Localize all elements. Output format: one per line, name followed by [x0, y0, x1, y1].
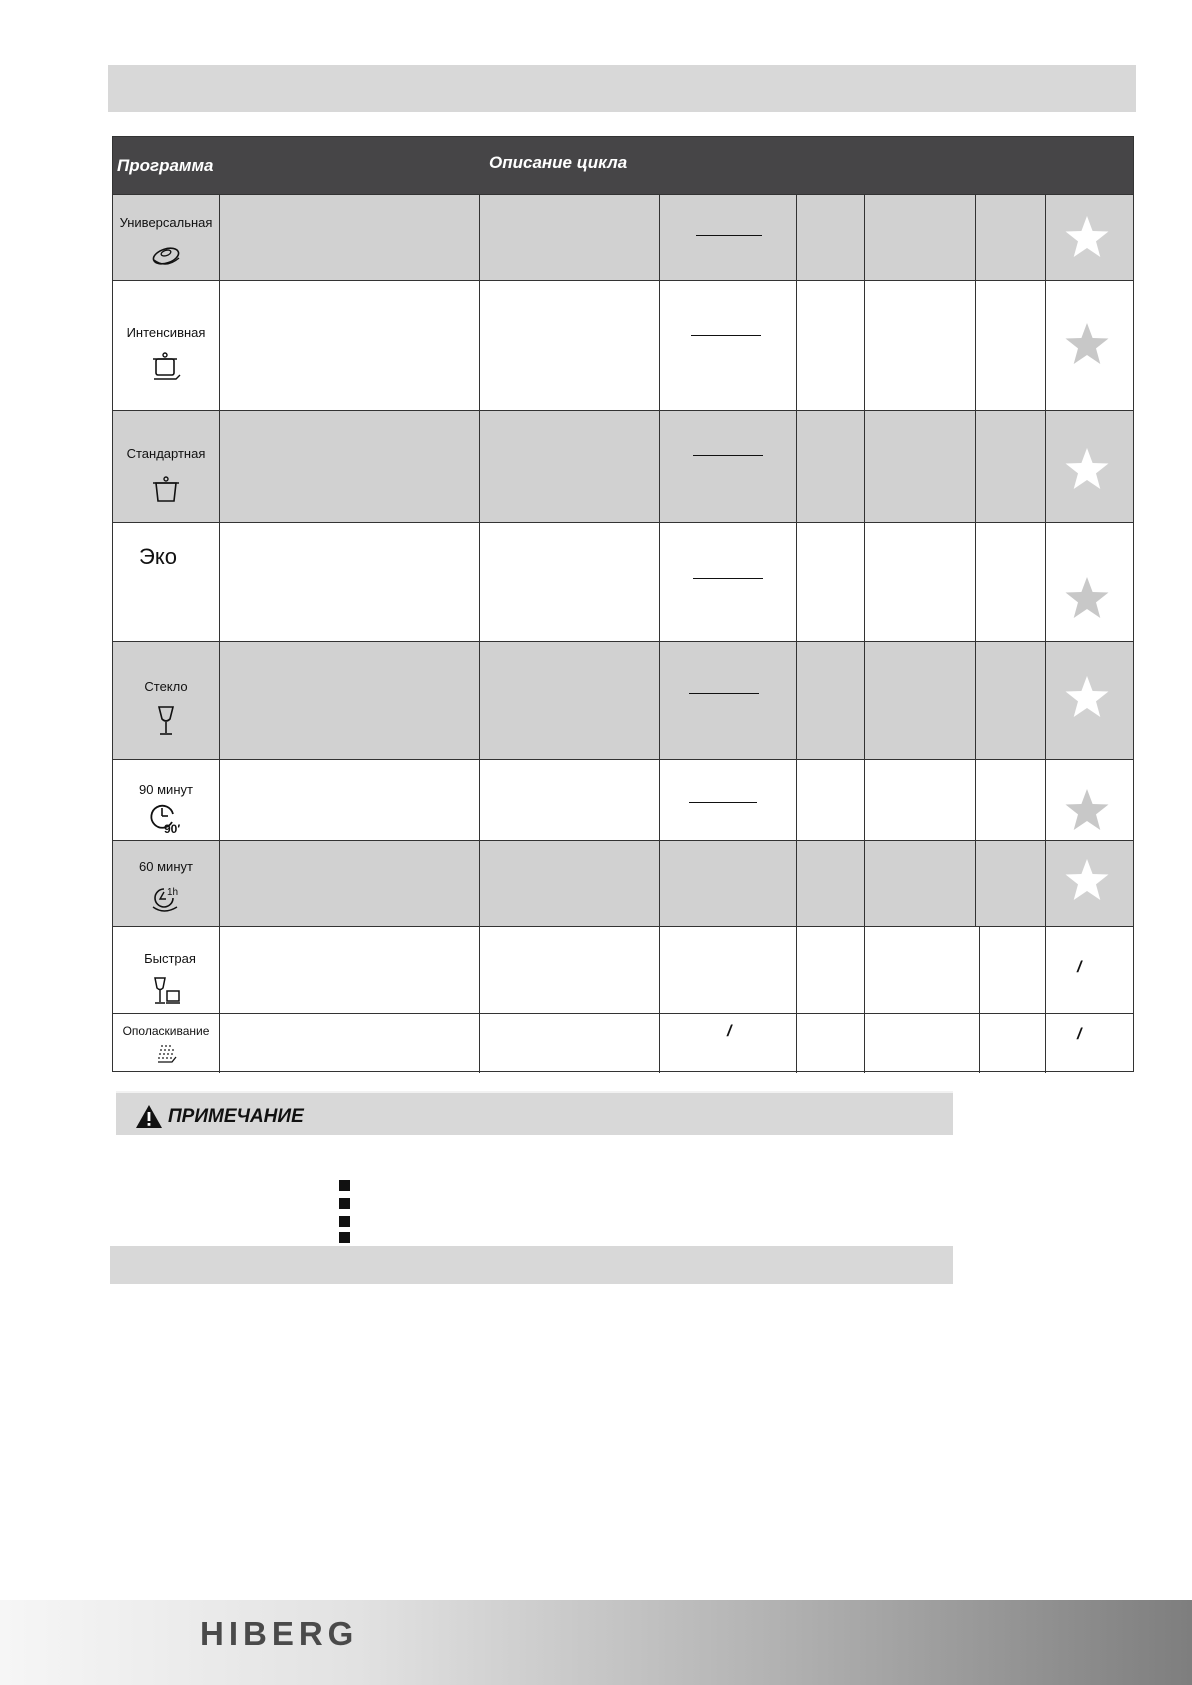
dash-mark [696, 235, 762, 236]
glass-and-cup-icon [146, 975, 186, 1009]
program-name-60min: 60 минут [139, 859, 193, 874]
clock-1h-icon [146, 883, 186, 917]
dash-mark [689, 802, 757, 803]
page-footer [0, 1600, 1192, 1685]
bullet-marker [339, 1198, 350, 1209]
program-name-standard: Стандартная [126, 446, 206, 461]
pot-icon [146, 473, 186, 507]
program-name-quick: Быстрая [144, 951, 196, 966]
hiberg-logo [200, 1614, 412, 1652]
svg-text:90′: 90′ [164, 822, 181, 836]
program-name-glass: Стекло [144, 679, 188, 694]
top-section-band [108, 65, 1136, 112]
note-title: ПРИМЕЧАНИЕ [168, 1106, 304, 1127]
program-name-universal: Универсальная [119, 215, 213, 230]
slash-mark: / [727, 1023, 732, 1040]
dash-mark [689, 693, 759, 694]
clock-90-icon [146, 802, 186, 836]
table-row [113, 926, 1133, 1013]
rinse-spray-icon [146, 1042, 186, 1072]
dash-mark [691, 335, 761, 336]
table-header [113, 137, 1133, 194]
bullet-marker [339, 1216, 350, 1227]
table-row [113, 410, 1133, 522]
bottom-section-band [110, 1246, 953, 1284]
star-icon [1063, 857, 1111, 903]
wine-glass-icon [146, 704, 186, 738]
header-description: Описание цикла [489, 153, 628, 172]
table-row [113, 1013, 1133, 1073]
star-icon [1063, 446, 1111, 492]
star-icon [1063, 674, 1111, 720]
star-icon [1063, 321, 1111, 367]
dash-mark [693, 578, 763, 579]
svg-text:HIBERG: HIBERG [200, 1615, 359, 1652]
slash-mark: / [1077, 1026, 1082, 1043]
table-row [113, 194, 1133, 280]
program-name-90min: 90 минут [139, 782, 193, 797]
dish-icon [146, 239, 186, 273]
program-table [112, 136, 1134, 1072]
dash-mark [693, 455, 763, 456]
note-header [116, 1091, 953, 1135]
warning-triangle-icon [135, 1104, 163, 1129]
pot-with-steam-icon [146, 349, 186, 383]
star-icon [1063, 787, 1111, 833]
program-name-intensive: Интенсивная [126, 325, 206, 340]
bullet-marker [339, 1180, 350, 1191]
slash-mark: / [1077, 959, 1082, 976]
table-row [113, 840, 1133, 926]
table-row [113, 522, 1133, 641]
svg-text:1h: 1h [167, 887, 179, 898]
bullet-marker [339, 1232, 350, 1243]
star-icon [1063, 214, 1111, 260]
table-row [113, 759, 1133, 840]
header-program: Программа [117, 156, 214, 175]
program-name-rinse: Ополаскивание [122, 1024, 210, 1038]
table-row [113, 641, 1133, 759]
star-icon [1063, 575, 1111, 621]
program-name-eco: Эко [139, 544, 177, 569]
table-row [113, 280, 1133, 410]
